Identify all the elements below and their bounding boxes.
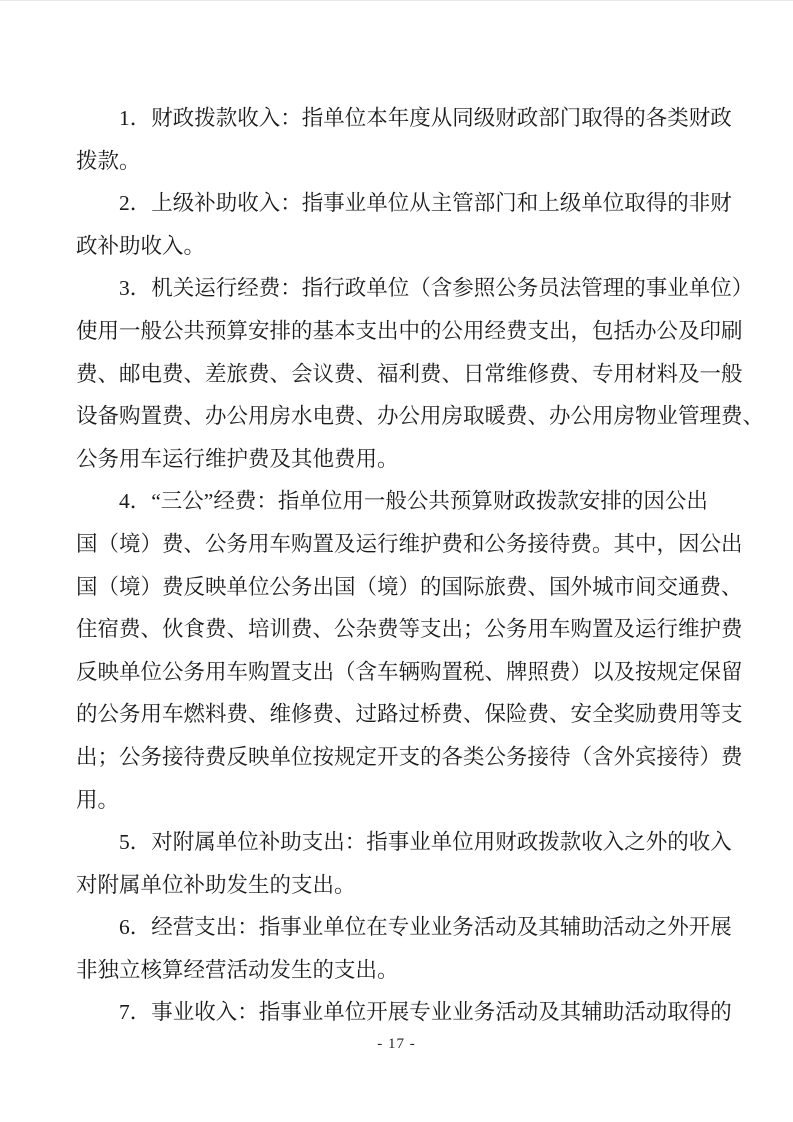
paragraph-4-three-public-expenses: [76, 480, 751, 821]
text-line: 国（境）费反映单位公务出国（境）的国际旅费、国外城市间交通费、: [76, 574, 743, 599]
text-line: 公务用车运行维护费及其他费用。: [76, 446, 399, 471]
text-line: 拨款。: [76, 148, 141, 173]
text-line: 住宿费、伙食费、培训费、公杂费等支出；公务用车购置及运行维护费: [76, 617, 743, 642]
text-line: 出；公务接待费反映单位按规定开支的各类公务接待（含外宾接待）费: [76, 744, 743, 769]
text-line: 3．机关运行经费：指行政单位（含参照公务员法管理的事业单位）: [119, 276, 754, 301]
scan-edge-line: [0, 0, 793, 1]
page-footer: [0, 1036, 793, 1053]
text-line: 用。: [76, 787, 120, 812]
text-line: 设备购置费、办公用房水电费、办公用房取暖费、办公用房物业管理费、: [76, 404, 765, 429]
text-line: 4．“三公”经费：指单位用一般公共预算财政拨款安排的因公出: [119, 489, 708, 514]
paragraph-2-superior-subsidy-income: [76, 182, 751, 267]
text-line: 5．对附属单位补助支出：指事业单位用财政拨款收入之外的收入: [119, 830, 732, 855]
paragraph-5-subsidy-to-affiliated-units: [76, 821, 751, 906]
text-line: 政补助收入。: [76, 233, 206, 258]
text-line: 国（境）费、公务用车购置及运行维护费和公务接待费。其中，因公出: [76, 531, 743, 556]
document-body: [76, 97, 765, 1034]
paragraph-3-agency-operating-expenses: [76, 267, 765, 480]
text-line: 使用一般公共预算安排的基本支出中的公用经费支出，包括办公及印刷: [76, 318, 743, 343]
text-line: 费、邮电费、差旅费、会议费、福利费、日常维修费、专用材料及一般: [76, 361, 743, 386]
text-line: 的公务用车燃料费、维修费、过路过桥费、保险费、安全奖励费用等支: [76, 702, 743, 727]
text-line: 7．事业收入：指事业单位开展专业业务活动及其辅助活动取得的: [119, 1000, 732, 1025]
paragraph-6-operating-expenditure: [76, 906, 751, 991]
page-number: - 17 -: [377, 1036, 416, 1052]
text-line: 1．财政拨款收入：指单位本年度从同级财政部门取得的各类财政: [119, 106, 732, 130]
paragraph-1-fiscal-appropriation-income: [76, 97, 751, 182]
text-line: 2．上级补助收入：指事业单位从主管部门和上级单位取得的非财: [119, 191, 732, 216]
text-line: 对附属单位补助发生的支出。: [76, 872, 356, 897]
text-line: 6．经营支出：指事业单位在专业业务活动及其辅助活动之外开展: [119, 915, 732, 940]
text-line: 非独立核算经营活动发生的支出。: [76, 957, 399, 982]
paragraph-7-public-institution-income: [76, 991, 751, 1034]
text-line: 反映单位公务用车购置支出（含车辆购置税、牌照费）以及按规定保留: [76, 659, 743, 684]
